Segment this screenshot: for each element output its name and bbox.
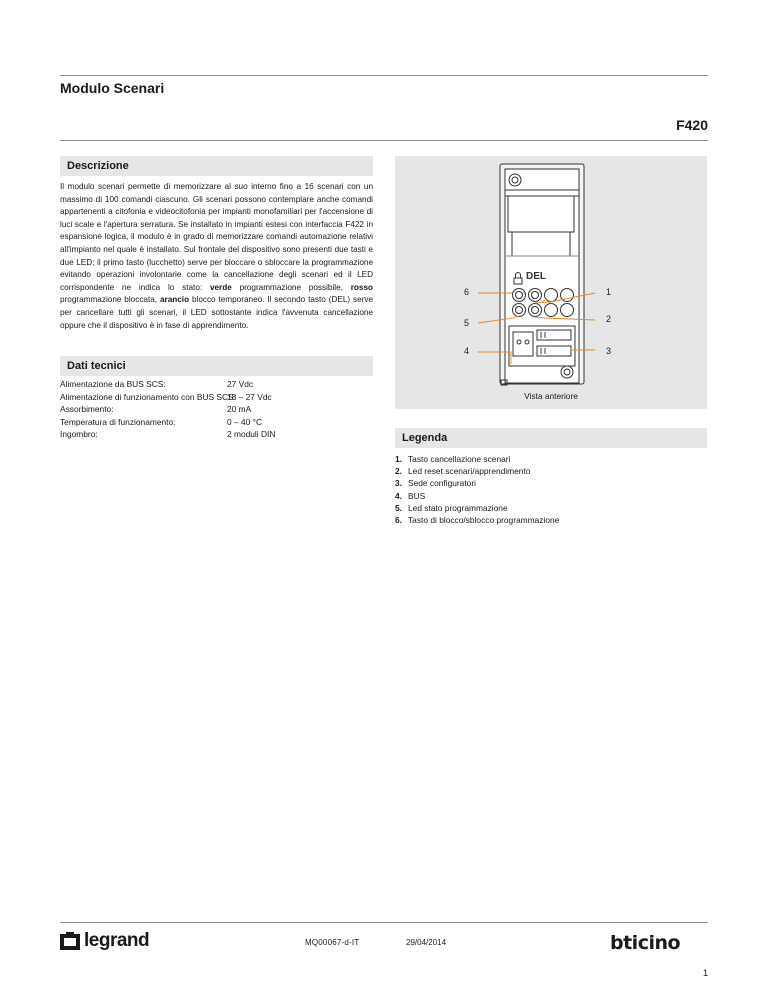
description-heading: Descrizione: [60, 156, 373, 176]
legend-item: 6. Tasto di blocco/sblocco programmazione: [395, 515, 560, 526]
bticino-logo: [610, 932, 680, 954]
legrand-logo: [60, 930, 149, 952]
document-date: 29/04/2014: [406, 938, 447, 947]
spec-row: Assorbimento: 20 mA: [60, 404, 252, 414]
del-label: DEL: [526, 271, 546, 282]
legend-item: 5. Led stato programmazione: [395, 502, 508, 513]
callout-4: 4: [464, 346, 470, 356]
legend-heading: Legenda: [395, 428, 707, 448]
legend-item: 1. Tasto cancellazione scenari: [395, 454, 511, 464]
device-front-view: [395, 156, 707, 409]
header-rule: [60, 140, 708, 141]
footer-rule: [60, 922, 708, 923]
page-title: Modulo Scenari: [60, 80, 165, 96]
description-text: Il modulo scenari permette di memorizzare al suo interno fino a 16 scenari con un massimo di 100 comandi ciascuno. Gli scenari possono contemplare anche comandi appartenenti a citofonia e videocitofonia per impianti monofamiliari per l'accensione di luci scale e l'apertura serratura. Se installato in impianti estesi con interfaccia F422 in espansione logica, il modulo è in grado di memorizzare comandi automazione relativi all'impianto nel quale è installato. Sul frontale del dispositivo sono presenti due tasti e due LED; il primo tasto (lucchetto) serve per bloccare o sbloccare la programmazione evitando operazioni involontarie come la cancellazione degli scenari ed il LED corrispondente ne indica lo stato: verde programmazione possibile, rosso programmazione bloccata, arancio blocco temporaneo. Il secondo tasto (DEL) serve per cancellare tutti gli scenari, il LED sottostante indica l'avvenuta cancellazione oppure che il dispositivo è in fase di apprendimento.: [60, 182, 373, 330]
legend-item: 3. Sede configuratori: [395, 478, 476, 489]
diagram-caption: Vista anteriore: [524, 391, 578, 401]
document-reference: MQ00067-d-IT: [305, 938, 360, 947]
bticino-wordmark: bticino: [610, 932, 681, 954]
tech-data-table: [60, 378, 275, 441]
status-red: rosso: [350, 282, 373, 292]
spec-row: Alimentazione di funzionamento con BUS SCS: 18 – 27 Vdc: [60, 391, 272, 402]
page-number: 1: [702, 968, 708, 978]
tech-data-heading: Dati tecnici: [60, 356, 373, 376]
callout-6: 6: [464, 287, 470, 297]
callout-1: 1: [606, 287, 612, 297]
spec-row: Temperatura di funzionamento: 0 – 40 °C: [60, 416, 263, 427]
legend-item: 4. BUS: [395, 490, 426, 501]
callout-3: 3: [606, 346, 612, 356]
callout-2: 2: [606, 314, 612, 324]
legend-list: [395, 453, 559, 526]
status-green: verde: [209, 282, 232, 292]
top-rule: [60, 75, 708, 76]
spec-row: Ingombro: 2 moduli DIN: [60, 429, 276, 439]
legrand-wordmark: legrand: [84, 930, 150, 951]
device-diagram: [395, 156, 707, 409]
spec-row: Alimentazione da BUS SCS: 27 Vdc: [60, 379, 254, 389]
product-code: F420: [676, 117, 708, 133]
legend-item: 2. Led reset scenari/apprendimento: [395, 466, 531, 477]
status-orange: arancio: [159, 295, 190, 305]
callout-5: 5: [464, 318, 470, 328]
legrand-logo-icon: [60, 932, 80, 950]
